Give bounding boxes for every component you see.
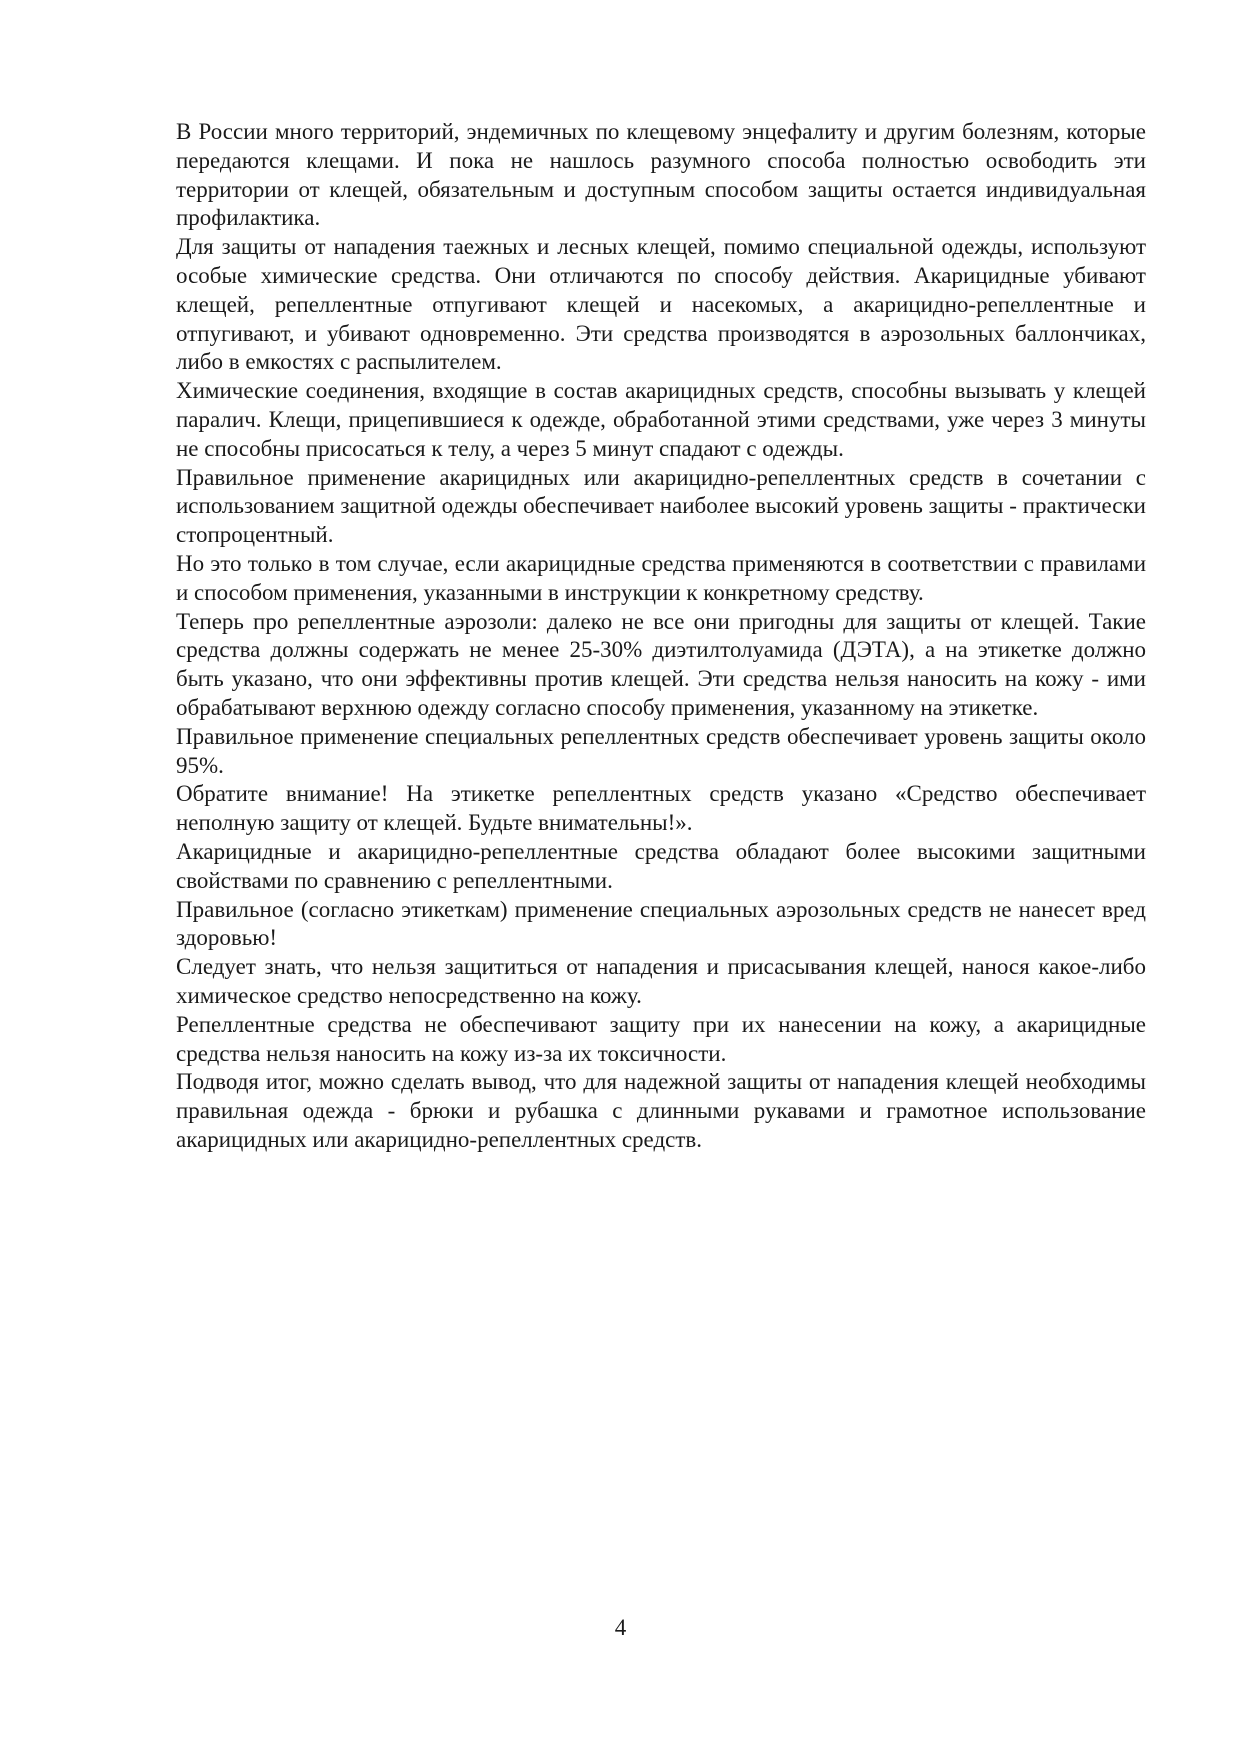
- paragraph: Следует знать, что нельзя защититься от нападения и присасывания клещей, нанося какое-либо химическое средство непосредственно на кожу.: [176, 954, 1146, 1008]
- paragraph: Химические соединения, входящие в состав акарицидных средств, способны вызывать у клещей паралич. Клещи, прицепившиеся к одежде, обработанной этими средствами, уже через 3 минуты не способны присосаться к телу, а через 5 минут спадают с одежды.: [176, 378, 1146, 461]
- body-text: [176, 118, 1146, 1155]
- paragraph: Для защиты от нападения таежных и лесных клещей, помимо специальной одежды, используют особые химические средства. Они отличаются по способу действия. Акарицидные убивают клещей, репеллентные отпугивают клещей и насекомых, а акарицидно-репеллентные и отпугивают, и убивают одновременно. Эти средства производятся в аэрозольных баллончиках, либо в емкостях с распылителем.: [176, 234, 1146, 375]
- paragraph: Теперь про репеллентные аэрозоли: далеко не все они пригодны для защиты от клещей. Такие средства должны содержать не менее 25-30% диэтилтолуамида (ДЭТА), а на этикетке должно быть указано, что они эффективны против клещей. Эти средства нельзя наносить на кожу - ими обрабатывают верхнюю одежду согласно способу применения, указанному на этикетке.: [176, 608, 1146, 720]
- paragraph: Правильное применение специальных репеллентных средств обеспечивает уровень защиты около 95%.: [176, 723, 1146, 778]
- paragraph: Обратите внимание! На этикетке репеллентных средств указано «Средство обеспечивает неполную защиту от клещей. Будьте внимательны!».: [176, 781, 1146, 836]
- paragraph: Акарицидные и акарицидно-репеллентные средства обладают более высокими защитными свойствами по сравнению с репеллентными.: [176, 838, 1146, 893]
- paragraph: Репеллентные средства не обеспечивают защиту при их нанесении на кожу, а акарицидные средства нельзя наносить на кожу из-за их токсичности.: [176, 1011, 1146, 1066]
- paragraph: Но это только в том случае, если акарицидные средства применяются в соответствии с правилами и способом применения, указанными в инструкции к конкретному средству.: [176, 550, 1146, 605]
- page-number: 4: [614, 1615, 627, 1640]
- paragraph: В России много территорий, эндемичных по клещевому энцефалиту и другим болезням, которые передаются клещами. И пока не нашлось разумного способа полностью освободить эти территории от клещей, обязательным и доступным способом защиты остается индивидуальная профилактика.: [176, 119, 1146, 231]
- paragraph: Правильное (согласно этикеткам) применение специальных аэрозольных средств не нанесет вред здоровью!: [176, 896, 1146, 951]
- paragraph: Правильное применение акарицидных или акарицидно-репеллентных средств в сочетании с использованием защитной одежды обеспечивает наиболее высокий уровень защиты - практически стопроцентный.: [176, 464, 1146, 548]
- paragraph: Подводя итог, можно сделать вывод, что для надежной защиты от нападения клещей необходимы правильная одежда - брюки и рубашка с длинными рукавами и грамотное использование акарицидных или акарицидно-репеллентных средств.: [176, 1069, 1146, 1152]
